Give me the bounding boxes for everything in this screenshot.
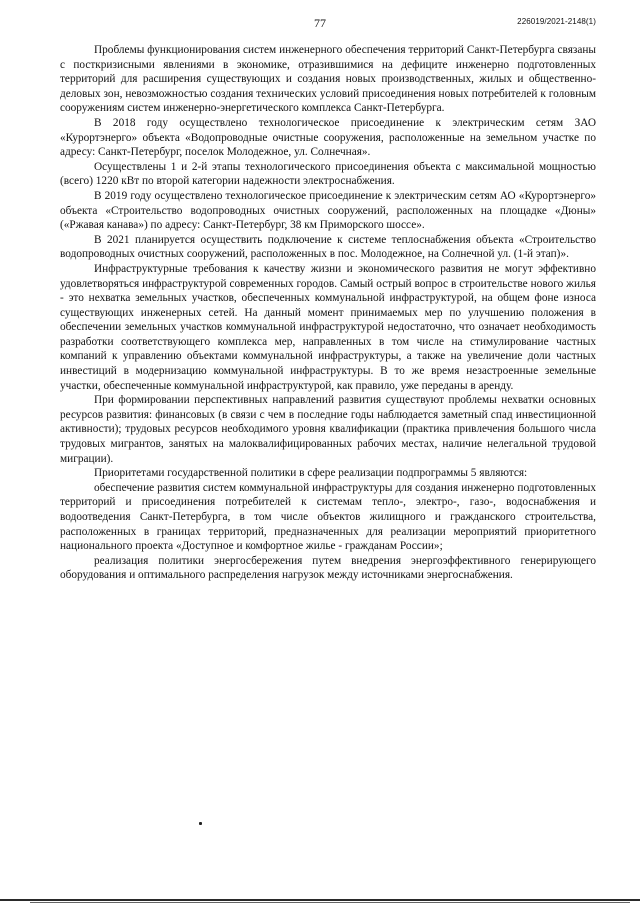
paragraph-priorities: Приоритетами государственной политики в сфере реализации подпрограммы 5 являются: — [94, 467, 528, 480]
scan-bottom-edge — [0, 897, 640, 905]
paragraph-priority-1: обеспечение развития систем коммунальной инфраструктуры для создания инженерно подготовленных территорий и присоединения потребителей к системам тепло-, электро-, газо-, водоснабжения и водоотведения Санкт-Петербурга, в том числе объектов жилищного и гражданского строительства, расположенных в границах территорий, предназначенных для реализации мероприятий приоритетного национального проекта «Доступное и комфортное жилье - гражданам России»; — [60, 481, 596, 553]
paragraph-2021: В 2021 планируется осуществить подключение к системе теплоснабжения объекта «Строительство водопроводных очистных сооружений, расположенных в пос. Молодежное, на Солнечной ул. (1-й этап)». — [60, 233, 596, 261]
scan-speck — [199, 822, 202, 825]
paragraph-problems: Проблемы функционирования систем инженерного обеспечения территорий Санкт-Петербурга связаны с посткризисными явлениями в экономике, отразившимися на дефиците инженерно подготовленных территорий для расширения существующих и создания новых производственных, жилых и общественно-деловых зон, невозможностью создания технических условий присоединения новых потребителей к головным сооружениям систем инженерно-энергетического комплекса Санкт-Петербурга. — [60, 44, 596, 115]
document-body — [60, 43, 596, 583]
paragraph-priority-2: реализация политики энергосбережения путем внедрения энергоэффективного генерирующего оборудования и оптимального распределения нагрузок между источниками энергоснабжения. — [60, 554, 596, 582]
paragraph-stages: Осуществлены 1 и 2-й этапы технологического присоединения объекта с максимальной мощностью (всего) 1220 кВт по второй категории надежности электроснабжения. — [60, 160, 596, 188]
page-number: 77 — [314, 16, 326, 30]
paragraph-resources: При формировании перспективных направлений развития существуют проблемы нехватки основных ресурсов развития: финансовых (в связи с чем в последние годы наблюдается заметный спад инвестиционной активности); трудовых ресурсов необходимого уровня квалификации (практика привлечения большого числа трудовых мигрантов, занятых на малоквалифицированных рабочих местах, наличие нелегальной трудовой миграции). — [60, 394, 596, 465]
paragraph-2019: В 2019 году осуществлено технологическое присоединение к электрическим сетям АО «Курортэнерго» объекта «Строительство водопроводных очистных сооружений, расположенных на площадке «Дюны» («Ржавая канава») по адресу: Санкт-Петербург, 38 км Приморского шоссе». — [60, 189, 596, 232]
paragraph-infrastructure: Инфраструктурные требования к качеству жизни и экономического развития не могут эффективно удовлетворяться инфраструктурой современных городов. Самый острый вопрос в строительстве нового жилья - это нехватка земельных участков, обеспеченных коммунальной инфраструктурой, на общем фоне износа существующих инженерных сетей. На данный момент принимаемых мер по улучшению положения в обеспечении земельных участков коммунальной инфраструктурой недостаточно, что означает необходимость разработки соответствующего комплекса мер, направленных в том числе на стимулирование частных компаний к управлению объектами коммунальной инфраструктуры, а также на увеличение доли частных инвестиций в модернизацию коммунальной инфраструктуры. В то же время незастроенные земельные участки, обеспеченные коммунальной инфраструктурой, как правило, уже переданы в аренду. — [60, 262, 596, 392]
document-id: 226019/2021-2148(1) — [517, 17, 596, 26]
paragraph-2018: В 2018 году осуществлено технологическое присоединение к электрическим сетям ЗАО «Курортэнерго» объекта «Водопроводные очистные сооружения, расположенные на земельном участке по адресу: Санкт-Петербург, поселок Молодежное, ул. Солнечная». — [60, 116, 596, 159]
